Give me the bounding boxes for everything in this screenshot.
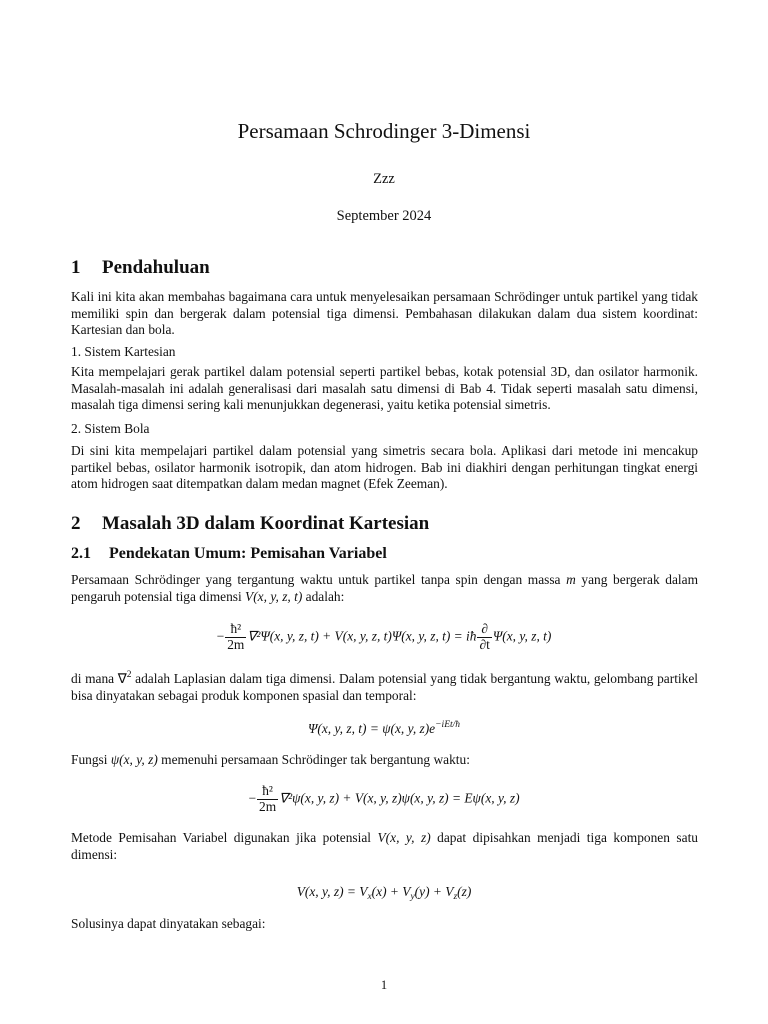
eq3-num: ħ² [257, 784, 278, 800]
section-2-heading [71, 513, 429, 535]
section-1-title: Pendahuluan [102, 257, 210, 278]
document-title: Persamaan Schrodinger 3-Dimensi [237, 119, 531, 143]
p1-text-a: Persamaan Schrödinger yang tergantung waktu untuk partikel tanpa spin dengan massa [71, 572, 567, 587]
paragraph-3 [71, 752, 698, 769]
subsection-number: 2.1 [71, 545, 91, 562]
eq4-b: (x) + V [371, 884, 411, 899]
paragraph-2 [71, 667, 698, 704]
equation-3: − $\frac{\text{ħ²}}{2m}$ ∇²ψ(x, y, z) + V(x, y, z)ψ(x, y, z) = Eψ(x, y, z) [248, 783, 520, 814]
document-author: Zzz [373, 171, 395, 187]
p3-text-a: Fungsi [71, 752, 111, 767]
p1-math-m: m [566, 572, 576, 587]
p4-text-a: Metode Pemisahan Variabel digunakan jika potensial [71, 830, 378, 845]
equation-1: − $\frac{\text{ħ²}}{2m}$ ∇²Ψ(x, y, z, t) + V(x, y, z, t)Ψ(x, y, z, t) = iħ $\frac{\partial}{\partial t}$ Ψ(x, y, z, t) [216, 621, 552, 652]
eq1-num: ħ² [225, 622, 246, 638]
document-date: September 2024 [336, 208, 432, 224]
paragraph-1 [71, 572, 698, 605]
p1-text-c: adalah: [302, 588, 345, 604]
eq1-dnum: ∂ [477, 622, 491, 638]
p1-math-v: V(x, y, z, t) [245, 588, 303, 604]
subsection-2-1-heading [71, 545, 387, 563]
p4-text-b: dapat dipisahkan menjadi tiga komponen satu dimensi: [71, 830, 698, 862]
p4-math-v: V(x, y, z) [377, 830, 431, 845]
p3-text-b: memenuhi persamaan Schrödinger tak bergantung waktu: [157, 752, 470, 767]
section-1-heading [71, 257, 210, 279]
equation-2 [0, 720, 768, 737]
item-1-text: Kita mempelajari gerak partikel dalam potensial seperti partikel bebas, kotak potensial 3D, dan osilator harmonik. Masalah-masalah ini adalah generalisasi dari masalah satu dimensi di Bab 4. Tidak seperti masalah satu dimensi, masalah tiga dimensi sering kali menunjukkan degenerasi, yaitu ketika potensial simetris. [71, 364, 698, 412]
eq3-rest: ∇²ψ(x, y, z) + V(x, y, z)ψ(x, y, z) = Eψ(x, y, z) [279, 790, 520, 806]
p2-text-a: di mana ∇ [71, 671, 127, 686]
eq4-d: (z) [457, 884, 472, 899]
section-2-title: Masalah 3D dalam Koordinat Kartesian [102, 513, 430, 534]
eq1-den: 2m [227, 636, 245, 652]
p1-text-b: yang bergerak dalam pengaruh potensial tiga dimensi [71, 572, 698, 604]
eq2-exp: −iEt/ħ [435, 720, 461, 730]
section-1-intro: Kali ini kita akan membahas bagaimana cara untuk menyelesaikan persamaan Schrödinger untuk partikel yang tidak memiliki spin dan bergerak dalam potensial tiga dimensi. Pembahasan dilakukan dalam dua sistem koordinat: Kartesian dan bola. [71, 289, 698, 337]
section-2-number: 2 [71, 513, 81, 534]
eq2-lhs: Ψ(x, y, z, t) = ψ(x, y, z)e [307, 721, 436, 736]
p2-text-b: adalah Laplasian dalam tiga dimensi. Dalam potensial yang tidak bergantung waktu, gelombang partikel bisa dinyatakan sebagai produk komponen spasial dan temporal: [71, 671, 698, 703]
paragraph-5: Solusinya dapat dinyatakan sebagai: [71, 916, 266, 931]
page-number: 1 [380, 978, 388, 992]
p3-math-psi: ψ(x, y, z) [110, 752, 158, 767]
eq4-a: V(x, y, z) = V [296, 884, 368, 899]
eq3-den: 2m [259, 798, 277, 814]
eq4-sub-z: z [453, 892, 458, 902]
item-1-label: 1. Sistem Kartesian [71, 344, 176, 359]
subsection-title: Pendekatan Umum: Pemisahan Variabel [109, 545, 387, 562]
eq1-mid: ∇²Ψ(x, y, z, t) + V(x, y, z, t)Ψ(x, y, z, t) = iħ [247, 628, 477, 644]
eq1-dden: ∂t [479, 636, 490, 652]
item-2-label: 2. Sistem Bola [71, 421, 150, 436]
eq4-c: (y) + V [414, 884, 454, 899]
item-2-text: Di sini kita mempelajari partikel dalam potensial yang simetris secara bola. Aplikasi dari metode ini mencakup partikel bebas, osilator harmonik isotropik, dan atom hidrogen. Bab ini diakhiri dengan perhitungan tingkat energi atom hidrogen saat ditempatkan dalam medan magnet (Efek Zeeman). [71, 443, 698, 491]
equation-4 [0, 884, 768, 902]
eq1-frac-partial [477, 622, 491, 652]
paragraph-4 [71, 830, 698, 863]
eq4-sub-y: y [410, 892, 415, 902]
eq1-rhs: Ψ(x, y, z, t) [492, 628, 552, 644]
section-1-number: 1 [71, 257, 81, 278]
eq3-frac-hbar [257, 784, 278, 814]
eq4-sub-x: x [367, 892, 372, 902]
eq1-frac-hbar [225, 622, 246, 652]
p2-sup: 2 [126, 670, 132, 680]
